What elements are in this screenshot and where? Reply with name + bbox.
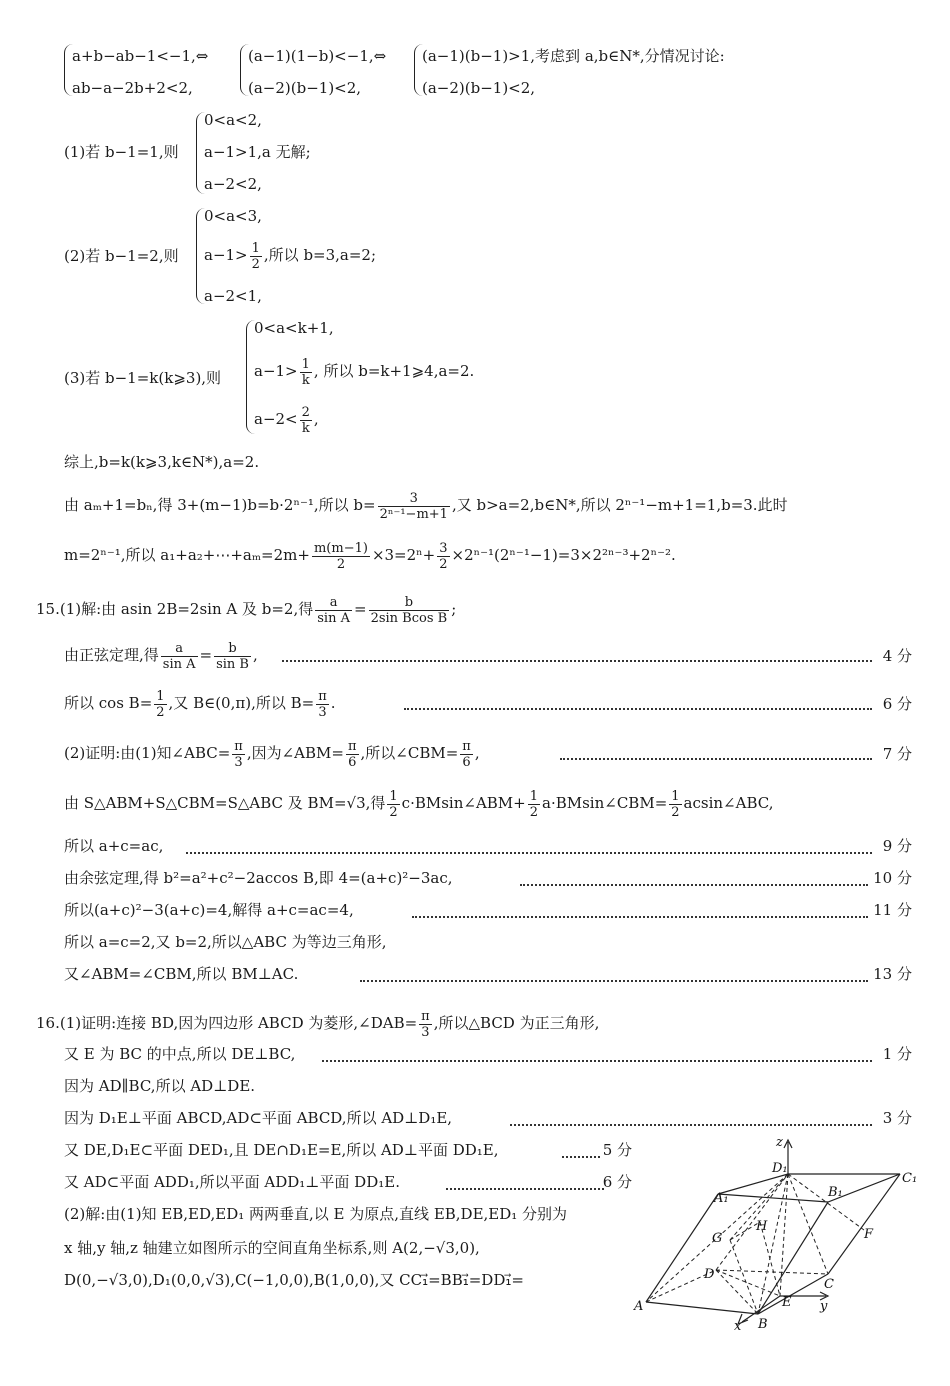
q15-line-3-a: 所以 cos B=: [64, 694, 153, 712]
fraction: [316, 689, 329, 720]
fraction: [419, 1009, 432, 1040]
points-label: 4 分: [882, 647, 912, 665]
label-C: C: [824, 1277, 834, 1292]
frac-num: m(m−1): [313, 540, 368, 556]
frac-den: 2: [336, 556, 346, 572]
frac-den: 2: [671, 804, 680, 820]
fraction: [250, 241, 262, 272]
fraction: [346, 739, 359, 770]
case1-row1: 0<a<2,: [204, 111, 262, 129]
points-label: 5 分: [602, 1141, 632, 1159]
q16-line-1-a: 16.(1)证明:连接 BD,因为四边形 ABCD 为菱形,∠DAB=: [36, 1014, 418, 1032]
fraction: [312, 541, 370, 572]
fraction: [378, 491, 450, 522]
equals-sign: =: [353, 600, 367, 618]
q15-line-9: 所以 a=c=2,又 b=2,所以△ABC 为等边三角形,: [64, 933, 387, 951]
frac-num: π: [347, 738, 357, 754]
frac-den: 2: [156, 704, 165, 720]
ineq-line-2c: (a−2)(b−1)<2,: [422, 79, 536, 97]
label-B: B: [758, 1317, 768, 1330]
case2-lead: (2)若 b−1=2,则: [64, 247, 179, 265]
label-A1: A₁: [714, 1191, 729, 1206]
m-line-1: [64, 488, 788, 522]
frac-num: 1: [529, 788, 539, 804]
q15-line-3-b: ,又 B∈(0,π),所以 B=: [168, 694, 315, 712]
fraction: [300, 357, 312, 388]
fraction: [232, 739, 245, 770]
fraction: [315, 595, 352, 626]
label-x: x: [734, 1319, 742, 1330]
dot-leader: [282, 660, 872, 662]
fraction: [300, 405, 312, 436]
fraction: [154, 689, 166, 720]
semicolon: ;: [451, 600, 457, 618]
dot-leader: [186, 852, 872, 854]
comma: ,: [252, 646, 258, 664]
label-D: D: [704, 1267, 715, 1282]
points-label: 6 分: [602, 1173, 632, 1191]
case3-row3-b: ,: [313, 410, 319, 428]
m-line-1-b: ,又 b>a=2,b∈N*,所以 2ⁿ⁻¹−m+1=1,b=3.此时: [451, 496, 788, 514]
q15-line-4-c: ,所以∠CBM=: [360, 744, 459, 762]
q16-line-5: 又 DE,D₁E⊂平面 DED₁,且 DE∩D₁E=E,所以 AD⊥平面 DD₁E,: [64, 1141, 499, 1159]
m-line-2-c: ×2ⁿ⁻¹(2ⁿ⁻¹−1)=3×2²ⁿ⁻³+2ⁿ⁻².: [451, 546, 676, 564]
frac-den: 3: [318, 704, 327, 720]
q15-line-8: 所以(a+c)²−3(a+c)=4,解得 a+c=ac=4,: [64, 901, 354, 919]
fraction: [369, 595, 450, 626]
m-line-2-b: ×3=2ⁿ+: [371, 546, 436, 564]
frac-den: 2: [251, 256, 260, 272]
dot-leader: [322, 1060, 872, 1062]
frac-num: π: [462, 738, 471, 754]
q15-line-10: 又∠ABM=∠CBM,所以 BM⊥AC.: [64, 965, 299, 983]
q15-line-6: 所以 a+c=ac,: [64, 837, 164, 855]
ineq-line-1c: (a−1)(b−1)>1,考虑到 a,b∈N*,分情况讨论:: [422, 47, 725, 65]
frac-den: 6: [348, 754, 357, 770]
m-line-2: [64, 538, 676, 572]
frac-num: 1: [251, 240, 260, 256]
points-label: 3 分: [882, 1109, 912, 1127]
case3-row2-a: a−1>: [254, 362, 298, 380]
fraction: [437, 541, 449, 572]
case1-row3: a−2<2,: [204, 175, 262, 193]
ineq-line-1a: a+b−ab−1<−1,⇔: [72, 47, 209, 65]
case2-row3: a−2<1,: [204, 287, 262, 305]
q16-line-9: D(0,−√3,0),D₁(0,0,√3),C(−1,0,0),B(1,0,0),又 CC₁⃗=BB₁⃗=DD₁⃗=: [64, 1271, 524, 1289]
points-label: 6 分: [882, 695, 912, 713]
m-line-2-a: m=2ⁿ⁻¹,所以 a₁+a₂+⋯+aₘ=2m+: [64, 546, 310, 564]
fraction: [387, 789, 399, 820]
frac-num: π: [318, 688, 327, 704]
case2-row2-b: ,所以 b=3,a=2;: [263, 246, 377, 264]
q15-line-1: [36, 592, 456, 626]
fraction: [214, 641, 251, 672]
case1-row2: a−1>1,a 无解;: [204, 143, 311, 161]
dot-leader: [404, 708, 872, 710]
frac-num: 1: [301, 356, 310, 372]
q16-line-6: 又 AD⊂平面 ADD₁,所以平面 ADD₁⊥平面 DD₁E.: [64, 1173, 400, 1191]
q16-line-3: 因为 AD∥BC,所以 AD⊥DE.: [64, 1077, 256, 1095]
dot-leader: [510, 1124, 872, 1126]
q15-line-4: [64, 736, 480, 770]
frac-num: 2: [301, 404, 310, 420]
frac-den: 2: [529, 804, 539, 820]
case3-row3-a: a−2<: [254, 410, 298, 428]
label-A: A: [634, 1299, 644, 1314]
fraction: [460, 739, 473, 770]
frac-num: 1: [156, 688, 165, 704]
parallelepiped-figure: [630, 1130, 930, 1330]
points-label: 7 分: [882, 745, 912, 763]
frac-num: 3: [439, 540, 448, 556]
q16-line-1-b: ,所以△BCD 为正三角形,: [433, 1014, 600, 1032]
label-z: z: [776, 1135, 783, 1150]
frac-den: sin B: [216, 656, 249, 672]
q15-line-3: [64, 686, 336, 720]
fraction: [528, 789, 540, 820]
case1-lead: (1)若 b−1=1,则: [64, 143, 179, 161]
q15-line-5-b: c·BMsin∠ABM+: [401, 794, 526, 812]
comma: ,: [474, 744, 480, 762]
points-label: 11 分: [873, 901, 912, 919]
frac-num: b: [369, 595, 450, 611]
label-y: y: [820, 1299, 828, 1314]
dot-leader: [360, 980, 868, 982]
frac-num: π: [421, 1008, 430, 1024]
frac-den: 2: [389, 804, 398, 820]
frac-den: k: [301, 420, 310, 436]
equals-sign: =: [199, 646, 213, 664]
points-label: 1 分: [882, 1045, 912, 1063]
m-line-1-a: 由 aₘ+1=bₙ,得 3+(m−1)b=b·2ⁿ⁻¹,所以 b=: [64, 496, 376, 514]
q15-line-2-a: 由正弦定理,得: [64, 646, 159, 664]
label-G: G: [712, 1231, 723, 1246]
points-label: 10 分: [873, 869, 912, 887]
frac-num: a: [315, 595, 352, 611]
label-H: H: [756, 1219, 768, 1234]
fraction: [669, 789, 681, 820]
ineq-line-2a: ab−a−2b+2<2,: [72, 79, 193, 97]
case2-row2-a: a−1>: [204, 246, 248, 264]
case3-lead: (3)若 b−1=k(k⩾3),则: [64, 369, 222, 387]
label-D1: D₁: [772, 1161, 788, 1176]
q15-line-2: [64, 638, 258, 672]
case3-row3: [254, 402, 319, 436]
q15-line-1-a: 15.(1)解:由 asin 2B=2sin A 及 b=2,得: [36, 600, 314, 618]
case3-row2: [254, 354, 474, 388]
frac-den: 2ⁿ⁻¹−m+1: [379, 506, 448, 522]
dot-leader: [412, 916, 868, 918]
label-E: E: [782, 1295, 792, 1310]
frac-den: 2: [439, 556, 448, 572]
ineq-line-1b: (a−1)(1−b)<−1,⇔: [248, 47, 387, 65]
frac-den: 3: [421, 1024, 430, 1040]
case3-row1: 0<a<k+1,: [254, 319, 334, 337]
frac-den: 6: [462, 754, 471, 770]
q15-line-5-c: a·BMsin∠CBM=: [542, 794, 668, 812]
dot-leader: [520, 884, 868, 886]
q15-line-5-d: acsin∠ABC,: [683, 794, 774, 812]
points-label: 9 分: [882, 837, 912, 855]
fraction: [161, 641, 198, 672]
frac-den: 2sin Bcos B: [370, 610, 448, 626]
label-F: F: [864, 1227, 874, 1242]
q15-line-4-b: ,因为∠ABM=: [246, 744, 344, 762]
q15-line-5-a: 由 S△ABM+S△CBM=S△ABC 及 BM=√3,得: [64, 794, 386, 812]
period: .: [330, 694, 336, 712]
frac-den: k: [301, 372, 310, 388]
summary-line: 综上,b=k(k⩾3,k∈N*),a=2.: [64, 453, 260, 471]
dot-leader: [560, 758, 872, 760]
frac-num: 3: [378, 491, 450, 507]
frac-num: 1: [671, 788, 680, 804]
frac-num: π: [234, 738, 243, 754]
q15-line-4-a: (2)证明:由(1)知∠ABC=: [64, 744, 231, 762]
label-C1: C₁: [902, 1171, 918, 1186]
q16-line-8: x 轴,y 轴,z 轴建立如图所示的空间直角坐标系,则 A(2,−√3,0),: [64, 1239, 480, 1257]
case3-row2-b: , 所以 b=k+1⩾4,a=2.: [313, 362, 475, 380]
frac-den: sin A: [162, 656, 196, 672]
q16-line-7: (2)解:由(1)知 EB,ED,ED₁ 两两垂直,以 E 为原点,直线 EB,DE,ED₁ 分别为: [64, 1205, 568, 1223]
case2-row2: [204, 238, 376, 272]
points-label: 13 分: [873, 965, 912, 983]
label-B1: B₁: [828, 1185, 843, 1200]
q16-line-1: [36, 1006, 599, 1040]
frac-num: b: [214, 641, 251, 657]
frac-den: sin A: [317, 610, 350, 626]
q16-line-2: 又 E 为 BC 的中点,所以 DE⊥BC,: [64, 1045, 296, 1063]
q16-line-4: 因为 D₁E⊥平面 ABCD,AD⊂平面 ABCD,所以 AD⊥D₁E,: [64, 1109, 453, 1127]
frac-den: 3: [234, 754, 243, 770]
case2-row1: 0<a<3,: [204, 207, 262, 225]
frac-num: 1: [389, 788, 398, 804]
q15-line-7: 由余弦定理,得 b²=a²+c²−2accos B,即 4=(a+c)²−3ac,: [64, 869, 453, 887]
q15-line-5: [64, 786, 773, 820]
frac-num: a: [161, 641, 198, 657]
ineq-line-2b: (a−2)(b−1)<2,: [248, 79, 362, 97]
